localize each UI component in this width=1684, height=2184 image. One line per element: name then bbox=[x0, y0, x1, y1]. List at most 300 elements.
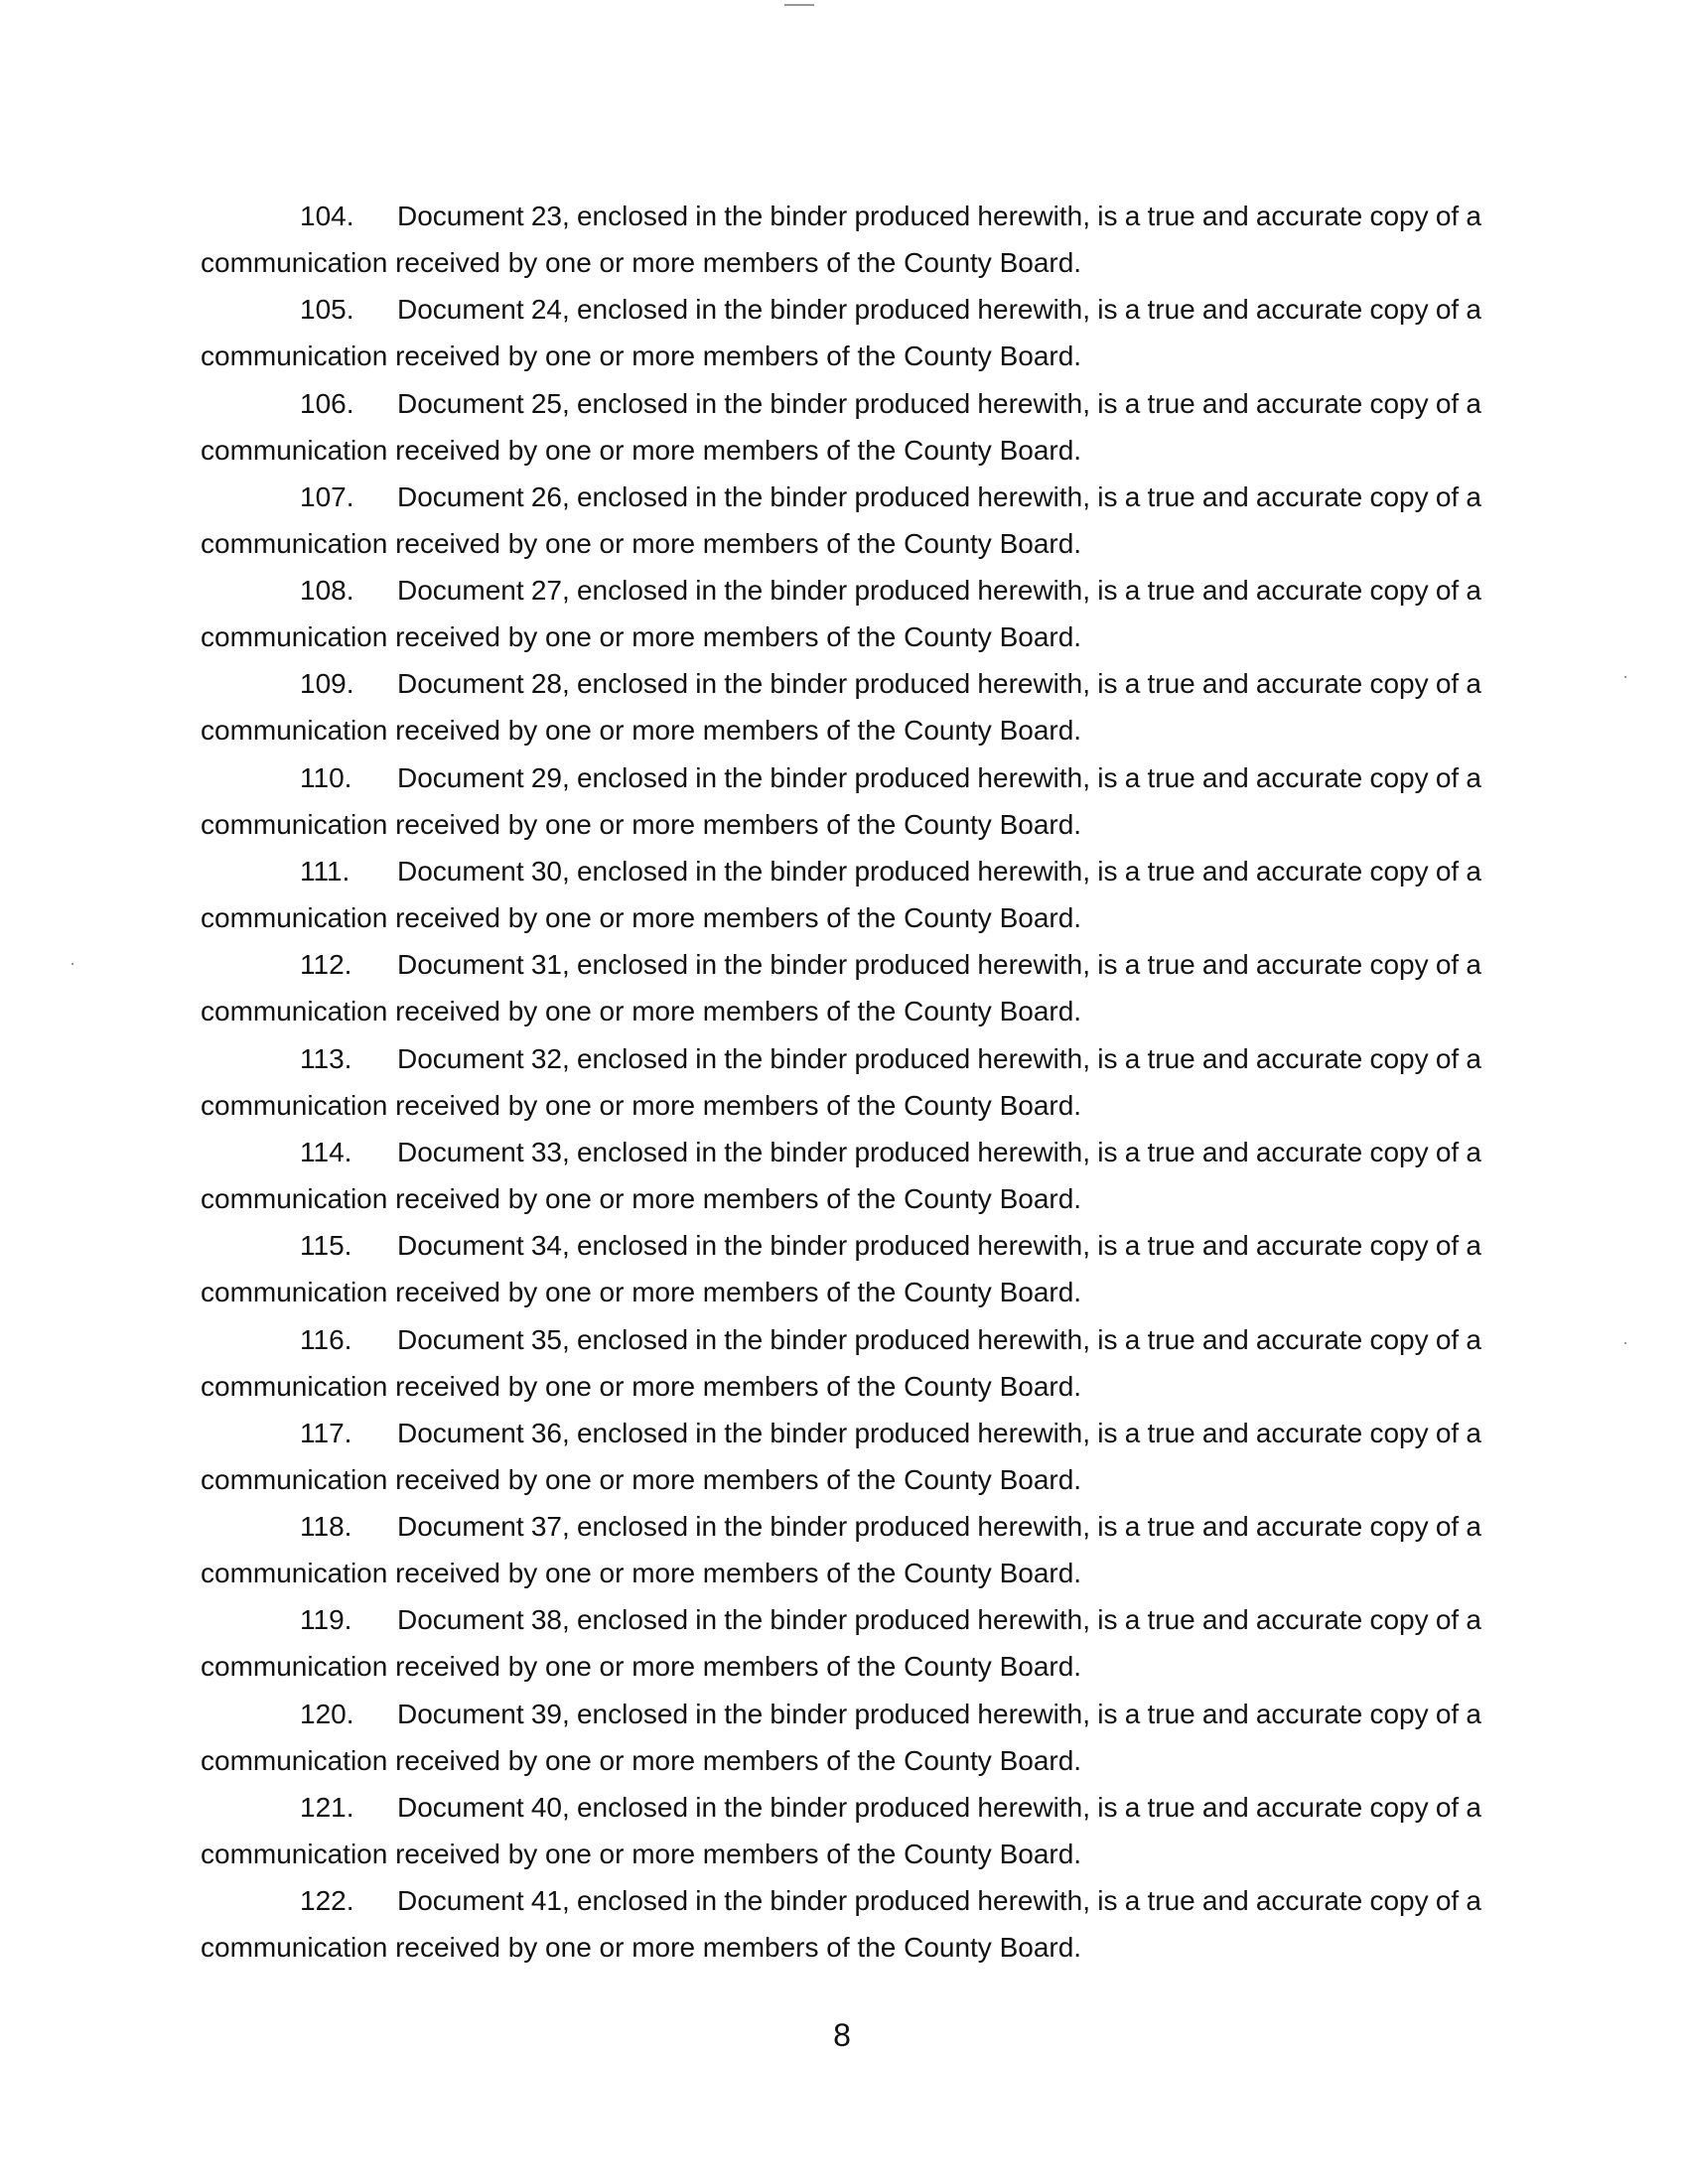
numbered-paragraph bbox=[201, 286, 1481, 379]
word: a bbox=[1466, 201, 1481, 231]
word: accurate bbox=[1255, 1885, 1363, 1917]
word: of bbox=[1435, 1604, 1460, 1636]
word: 26, bbox=[530, 480, 570, 512]
word: and bbox=[1201, 1511, 1249, 1543]
paragraph-second-line: communication received by one or more members of the County Board. bbox=[201, 527, 1082, 559]
paragraph-number: 115. bbox=[300, 1230, 352, 1262]
word: and bbox=[1201, 1885, 1249, 1917]
word: Document bbox=[397, 1698, 524, 1729]
word: the bbox=[724, 668, 764, 700]
word: enclosed bbox=[576, 387, 689, 419]
word: binder bbox=[770, 387, 848, 419]
word: copy bbox=[1369, 1792, 1429, 1824]
paragraph-first-line-text bbox=[397, 1877, 1481, 1924]
word: binder bbox=[770, 294, 848, 326]
paragraph-first-line bbox=[201, 1784, 1481, 1831]
paragraph-first-line-text bbox=[397, 1410, 1481, 1456]
word: is bbox=[1097, 294, 1118, 326]
word: a bbox=[1466, 1604, 1481, 1636]
word: copy bbox=[1369, 1323, 1429, 1355]
word: and bbox=[1201, 668, 1249, 700]
word: true bbox=[1147, 949, 1195, 981]
scan-speck bbox=[71, 963, 73, 965]
paragraph-first-line-text bbox=[397, 1035, 1481, 1082]
word: binder bbox=[770, 856, 848, 887]
word: a bbox=[1466, 1885, 1481, 1917]
word: copy bbox=[1369, 480, 1429, 512]
word: binder bbox=[770, 575, 848, 607]
word: a bbox=[1466, 387, 1481, 419]
word: 24, bbox=[530, 294, 570, 326]
word: copy bbox=[1369, 668, 1429, 700]
paragraph-first-line bbox=[201, 1129, 1481, 1175]
word: a bbox=[1124, 1698, 1141, 1729]
word: enclosed bbox=[576, 1230, 689, 1262]
paragraph-number: 114. bbox=[300, 1136, 352, 1167]
word: is bbox=[1097, 668, 1118, 700]
paragraph-first-line-text bbox=[397, 1503, 1481, 1550]
word: produced bbox=[854, 1604, 971, 1636]
word: of bbox=[1435, 1792, 1460, 1824]
word: true bbox=[1147, 1885, 1195, 1917]
numbered-paragraph bbox=[201, 848, 1481, 941]
word: a bbox=[1124, 201, 1141, 231]
word: true bbox=[1147, 1042, 1195, 1074]
word: in bbox=[695, 1230, 718, 1262]
word: accurate bbox=[1255, 480, 1363, 512]
word: and bbox=[1201, 856, 1249, 887]
word: produced bbox=[854, 480, 971, 512]
paragraph-first-line-text bbox=[397, 1316, 1481, 1363]
word: the bbox=[724, 1511, 764, 1543]
word: copy bbox=[1369, 294, 1429, 326]
paragraph-first-line bbox=[201, 1035, 1481, 1082]
numbered-paragraph bbox=[201, 754, 1481, 848]
numbered-paragraph bbox=[201, 474, 1481, 567]
word: the bbox=[724, 387, 764, 419]
paragraph-number: 120. bbox=[300, 1698, 354, 1729]
word: a bbox=[1124, 480, 1141, 512]
paragraph-number: 106. bbox=[300, 387, 354, 419]
word: a bbox=[1466, 1417, 1481, 1448]
word: accurate bbox=[1255, 201, 1363, 231]
word: a bbox=[1466, 949, 1481, 981]
word: in bbox=[695, 761, 718, 793]
word: copy bbox=[1369, 1604, 1429, 1636]
word: enclosed bbox=[576, 1885, 689, 1917]
paragraph-first-line bbox=[201, 1877, 1481, 1924]
paragraph-first-line bbox=[201, 380, 1481, 427]
word: enclosed bbox=[576, 856, 689, 887]
word: a bbox=[1124, 1792, 1141, 1824]
paragraph-second-line: communication received by one or more members of the County Board. bbox=[201, 247, 1082, 278]
word: is bbox=[1097, 1698, 1118, 1729]
word: the bbox=[724, 1417, 764, 1448]
word: enclosed bbox=[576, 1604, 689, 1636]
word: produced bbox=[854, 1511, 971, 1543]
word: a bbox=[1124, 1511, 1141, 1543]
paragraph-number: 109. bbox=[300, 668, 354, 700]
word: produced bbox=[854, 1230, 971, 1262]
page-number: 8 bbox=[833, 2017, 851, 2053]
word: produced bbox=[854, 856, 971, 887]
word: accurate bbox=[1255, 1136, 1363, 1167]
word: enclosed bbox=[576, 294, 689, 326]
word: herewith, bbox=[977, 201, 1091, 231]
word: the bbox=[724, 1230, 764, 1262]
word: herewith, bbox=[977, 1417, 1091, 1448]
word: true bbox=[1147, 294, 1195, 326]
word: accurate bbox=[1255, 761, 1363, 793]
word: is bbox=[1097, 761, 1118, 793]
numbered-paragraph bbox=[201, 660, 1481, 753]
word: Document bbox=[397, 856, 524, 887]
word: the bbox=[724, 480, 764, 512]
word: of bbox=[1435, 761, 1460, 793]
word: herewith, bbox=[977, 1323, 1091, 1355]
word: accurate bbox=[1255, 387, 1363, 419]
word: Document bbox=[397, 480, 524, 512]
word: 35, bbox=[530, 1323, 570, 1355]
word: the bbox=[724, 575, 764, 607]
paragraph-first-line-text bbox=[397, 848, 1481, 894]
word: of bbox=[1435, 1136, 1460, 1167]
word: Document bbox=[397, 387, 524, 419]
word: the bbox=[724, 761, 764, 793]
word: and bbox=[1201, 1604, 1249, 1636]
paragraph-number: 107. bbox=[300, 480, 354, 512]
word: a bbox=[1466, 1323, 1481, 1355]
paragraph-number: 104. bbox=[300, 201, 354, 231]
word: 31, bbox=[530, 949, 570, 981]
word: in bbox=[695, 1511, 718, 1543]
word: produced bbox=[854, 575, 971, 607]
word: Document bbox=[397, 1136, 524, 1167]
word: accurate bbox=[1255, 1792, 1363, 1824]
word: in bbox=[695, 856, 718, 887]
word: copy bbox=[1369, 1136, 1429, 1167]
paragraph-number: 112. bbox=[300, 949, 352, 981]
word: binder bbox=[770, 1698, 848, 1729]
word: enclosed bbox=[576, 480, 689, 512]
word: is bbox=[1097, 387, 1118, 419]
word: is bbox=[1097, 1604, 1118, 1636]
word: 41, bbox=[530, 1885, 570, 1917]
word: a bbox=[1466, 1792, 1481, 1824]
word: herewith, bbox=[977, 387, 1091, 419]
word: in bbox=[695, 1417, 718, 1448]
word: 28, bbox=[530, 668, 570, 700]
paragraph-first-line-text bbox=[397, 474, 1481, 520]
paragraph-second-line: communication received by one or more members of the County Board. bbox=[201, 621, 1082, 653]
paragraph-second-line: communication received by one or more members of the County Board. bbox=[201, 434, 1082, 466]
word: in bbox=[695, 1792, 718, 1824]
word: in bbox=[695, 387, 718, 419]
word: binder bbox=[770, 1604, 848, 1636]
word: a bbox=[1124, 1604, 1141, 1636]
word: herewith, bbox=[977, 668, 1091, 700]
word: binder bbox=[770, 1511, 848, 1543]
word: Document bbox=[397, 575, 524, 607]
word: accurate bbox=[1255, 1698, 1363, 1729]
word: herewith, bbox=[977, 1042, 1091, 1074]
word: a bbox=[1466, 668, 1481, 700]
word: accurate bbox=[1255, 1323, 1363, 1355]
word: true bbox=[1147, 387, 1195, 419]
word: accurate bbox=[1255, 1604, 1363, 1636]
paragraph-first-line-text bbox=[397, 941, 1481, 988]
word: the bbox=[724, 1042, 764, 1074]
word: a bbox=[1466, 1042, 1481, 1074]
paragraph-number: 118. bbox=[300, 1511, 352, 1543]
word: Document bbox=[397, 201, 524, 231]
word: copy bbox=[1369, 761, 1429, 793]
word: produced bbox=[854, 294, 971, 326]
word: is bbox=[1097, 575, 1118, 607]
word: produced bbox=[854, 949, 971, 981]
word: true bbox=[1147, 1604, 1195, 1636]
word: accurate bbox=[1255, 1230, 1363, 1262]
word: a bbox=[1124, 1323, 1141, 1355]
word: Document bbox=[397, 1885, 524, 1917]
word: a bbox=[1124, 856, 1141, 887]
word: is bbox=[1097, 1230, 1118, 1262]
paragraph-number: 122. bbox=[300, 1885, 354, 1917]
word: enclosed bbox=[576, 949, 689, 981]
word: binder bbox=[770, 1136, 848, 1167]
word: herewith, bbox=[977, 575, 1091, 607]
word: true bbox=[1147, 1698, 1195, 1729]
word: a bbox=[1466, 856, 1481, 887]
word: a bbox=[1124, 387, 1141, 419]
word: copy bbox=[1369, 201, 1429, 231]
word: of bbox=[1435, 668, 1460, 700]
paragraph-second-line: communication received by one or more members of the County Board. bbox=[201, 1839, 1082, 1870]
paragraph-first-line bbox=[201, 193, 1481, 239]
word: copy bbox=[1369, 387, 1429, 419]
word: is bbox=[1097, 480, 1118, 512]
word: in bbox=[695, 1323, 718, 1355]
word: a bbox=[1466, 1136, 1481, 1167]
word: copy bbox=[1369, 1698, 1429, 1729]
paragraph-second-line: communication received by one or more members of the County Board. bbox=[201, 1370, 1082, 1402]
word: 29, bbox=[530, 761, 570, 793]
paragraph-first-line-text bbox=[397, 660, 1481, 707]
word: a bbox=[1466, 1230, 1481, 1262]
word: copy bbox=[1369, 1885, 1429, 1917]
word: herewith, bbox=[977, 761, 1091, 793]
word: 23, bbox=[530, 201, 570, 231]
paragraph-second-line: communication received by one or more members of the County Board. bbox=[201, 1277, 1082, 1308]
word: of bbox=[1435, 575, 1460, 607]
word: accurate bbox=[1255, 856, 1363, 887]
word: true bbox=[1147, 1230, 1195, 1262]
paragraph-number: 121. bbox=[300, 1792, 354, 1824]
paragraph-first-line bbox=[201, 1222, 1481, 1269]
word: in bbox=[695, 668, 718, 700]
word: a bbox=[1466, 1698, 1481, 1729]
word: a bbox=[1466, 761, 1481, 793]
word: and bbox=[1201, 480, 1249, 512]
word: binder bbox=[770, 480, 848, 512]
word: produced bbox=[854, 668, 971, 700]
word: a bbox=[1466, 294, 1481, 326]
word: a bbox=[1124, 1136, 1141, 1167]
word: and bbox=[1201, 1792, 1249, 1824]
paragraph-second-line: communication received by one or more members of the County Board. bbox=[201, 996, 1082, 1027]
word: in bbox=[695, 480, 718, 512]
word: and bbox=[1201, 1136, 1249, 1167]
word: in bbox=[695, 949, 718, 981]
word: copy bbox=[1369, 575, 1429, 607]
paragraph-first-line bbox=[201, 1503, 1481, 1550]
word: of bbox=[1435, 294, 1460, 326]
word: 32, bbox=[530, 1042, 570, 1074]
word: herewith, bbox=[977, 856, 1091, 887]
numbered-paragraph bbox=[201, 567, 1481, 660]
word: Document bbox=[397, 1042, 524, 1074]
word: the bbox=[724, 1885, 764, 1917]
word: of bbox=[1435, 201, 1460, 231]
paragraph-first-line bbox=[201, 474, 1481, 520]
word: binder bbox=[770, 1323, 848, 1355]
word: true bbox=[1147, 575, 1195, 607]
word: the bbox=[724, 949, 764, 981]
word: enclosed bbox=[576, 1323, 689, 1355]
word: of bbox=[1435, 480, 1460, 512]
word: enclosed bbox=[576, 1698, 689, 1729]
word: herewith, bbox=[977, 949, 1091, 981]
paragraph-first-line bbox=[201, 1410, 1481, 1456]
word: herewith, bbox=[977, 1511, 1091, 1543]
word: true bbox=[1147, 480, 1195, 512]
word: of bbox=[1435, 1417, 1460, 1448]
word: is bbox=[1097, 1323, 1118, 1355]
word: enclosed bbox=[576, 1136, 689, 1167]
word: a bbox=[1124, 1417, 1141, 1448]
word: accurate bbox=[1255, 575, 1363, 607]
numbered-paragraph bbox=[201, 1691, 1481, 1784]
word: true bbox=[1147, 668, 1195, 700]
word: 34, bbox=[530, 1230, 570, 1262]
word: 36, bbox=[530, 1417, 570, 1448]
word: is bbox=[1097, 949, 1118, 981]
word: a bbox=[1466, 1511, 1481, 1543]
word: Document bbox=[397, 949, 524, 981]
numbered-paragraph bbox=[201, 193, 1481, 286]
word: a bbox=[1124, 668, 1141, 700]
word: of bbox=[1435, 1323, 1460, 1355]
word: enclosed bbox=[576, 668, 689, 700]
word: the bbox=[724, 856, 764, 887]
word: copy bbox=[1369, 949, 1429, 981]
word: in bbox=[695, 294, 718, 326]
word: Document bbox=[397, 1511, 524, 1543]
word: is bbox=[1097, 1885, 1118, 1917]
word: a bbox=[1124, 294, 1141, 326]
word: enclosed bbox=[576, 1042, 689, 1074]
word: produced bbox=[854, 761, 971, 793]
word: 39, bbox=[530, 1698, 570, 1729]
word: Document bbox=[397, 668, 524, 700]
paragraph-number: 105. bbox=[300, 294, 354, 326]
numbered-paragraph bbox=[201, 941, 1481, 1034]
word: binder bbox=[770, 1885, 848, 1917]
paragraph-number: 111. bbox=[300, 856, 351, 887]
numbered-paragraph bbox=[201, 380, 1481, 474]
word: true bbox=[1147, 201, 1195, 231]
word: accurate bbox=[1255, 1511, 1363, 1543]
paragraph-first-line-text bbox=[397, 1784, 1481, 1831]
word: is bbox=[1097, 1792, 1118, 1824]
word: Document bbox=[397, 761, 524, 793]
word: of bbox=[1435, 1885, 1460, 1917]
word: herewith, bbox=[977, 1604, 1091, 1636]
paragraph-number: 116. bbox=[300, 1323, 352, 1355]
word: enclosed bbox=[576, 1511, 689, 1543]
word: in bbox=[695, 1136, 718, 1167]
word: of bbox=[1435, 1698, 1460, 1729]
word: in bbox=[695, 201, 718, 231]
numbered-paragraph bbox=[201, 1503, 1481, 1596]
word: binder bbox=[770, 949, 848, 981]
word: copy bbox=[1369, 1417, 1429, 1448]
word: the bbox=[724, 1698, 764, 1729]
paragraph-first-line bbox=[201, 941, 1481, 988]
paragraph-second-line: communication received by one or more members of the County Board. bbox=[201, 808, 1082, 840]
word: 27, bbox=[530, 575, 570, 607]
word: copy bbox=[1369, 1511, 1429, 1543]
word: enclosed bbox=[576, 1417, 689, 1448]
word: and bbox=[1201, 575, 1249, 607]
word: accurate bbox=[1255, 1417, 1363, 1448]
word: accurate bbox=[1255, 1042, 1363, 1074]
word: and bbox=[1201, 1230, 1249, 1262]
paragraph-first-line bbox=[201, 1596, 1481, 1643]
paragraph-first-line bbox=[201, 1316, 1481, 1363]
word: enclosed bbox=[576, 761, 689, 793]
word: Document bbox=[397, 294, 524, 326]
word: binder bbox=[770, 1417, 848, 1448]
word: enclosed bbox=[576, 575, 689, 607]
word: true bbox=[1147, 1417, 1195, 1448]
word: Document bbox=[397, 1604, 524, 1636]
word: 25, bbox=[530, 387, 570, 419]
word: and bbox=[1201, 1417, 1249, 1448]
word: of bbox=[1435, 1511, 1460, 1543]
paragraph-first-line-text bbox=[397, 1222, 1481, 1269]
word: and bbox=[1201, 761, 1249, 793]
paragraph-number: 119. bbox=[300, 1604, 352, 1636]
word: of bbox=[1435, 1230, 1460, 1262]
paragraph-second-line: communication received by one or more members of the County Board. bbox=[201, 1463, 1082, 1495]
word: produced bbox=[854, 1792, 971, 1824]
word: produced bbox=[854, 1136, 971, 1167]
word: 33, bbox=[530, 1136, 570, 1167]
word: of bbox=[1435, 387, 1460, 419]
word: in bbox=[695, 575, 718, 607]
word: a bbox=[1124, 575, 1141, 607]
paragraph-first-line bbox=[201, 1691, 1481, 1737]
paragraph-first-line-text bbox=[397, 1691, 1481, 1737]
paragraph-first-line bbox=[201, 567, 1481, 614]
scan-speck bbox=[1624, 1342, 1626, 1344]
word: accurate bbox=[1255, 949, 1363, 981]
word: true bbox=[1147, 1792, 1195, 1824]
word: and bbox=[1201, 387, 1249, 419]
paragraph-second-line: communication received by one or more members of the County Board. bbox=[201, 1558, 1082, 1589]
word: a bbox=[1124, 761, 1141, 793]
